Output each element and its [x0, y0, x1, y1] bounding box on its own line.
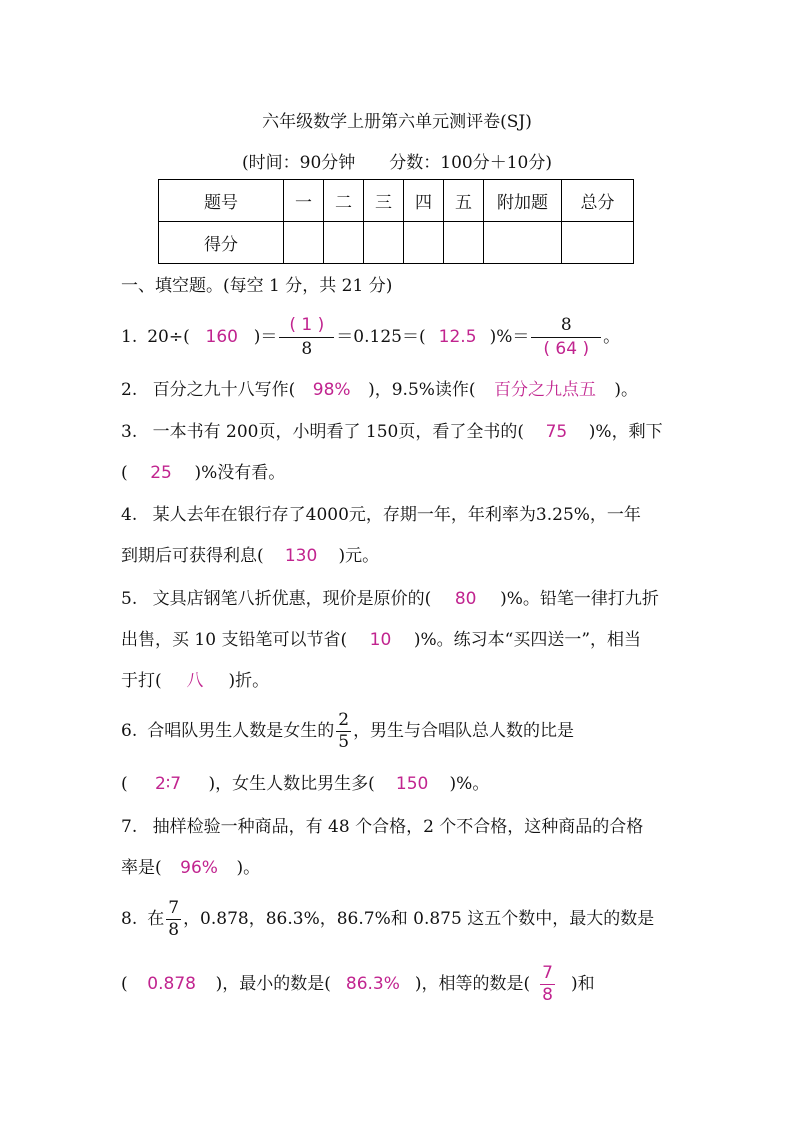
- question-number: 4.: [121, 505, 138, 525]
- answer: 160: [205, 327, 238, 347]
- question-7-continued: [121, 857, 260, 879]
- question-text: 20÷(: [147, 327, 190, 347]
- score-cell-4: 四: [404, 180, 444, 222]
- fraction-denominator: 8: [542, 984, 553, 1005]
- question-text: 率是(: [121, 858, 162, 878]
- answer: 10: [369, 630, 392, 650]
- question-text: 某人去年在银行存了4000元，存期一年，年利率为3.25%，一年: [152, 505, 641, 525]
- answer: 0.878: [147, 974, 196, 994]
- question-5-continued: [121, 629, 641, 651]
- score-empty-cell: [364, 222, 404, 264]
- fraction-numerator-answer: ( 1 ): [289, 314, 325, 335]
- answer: 80: [454, 589, 477, 609]
- answer: 百分之九点五: [493, 380, 596, 400]
- question-text: 一本书有 200页，小明看了 150页，看了全书的(: [152, 422, 524, 442]
- question-2: [121, 379, 638, 401]
- fraction-numerator: 7: [168, 897, 180, 918]
- question-number: 1.: [121, 327, 138, 347]
- question-text: )%。: [449, 774, 490, 794]
- answer: 96%: [180, 858, 218, 878]
- fraction-denominator: 8: [279, 337, 334, 358]
- question-text: 在: [147, 909, 165, 929]
- question-text: )，女生人数比男生多(: [208, 774, 375, 794]
- score-table: [158, 179, 634, 264]
- fraction: [531, 314, 601, 359]
- question-number: 5.: [121, 589, 138, 609]
- question-text: (: [121, 974, 128, 994]
- question-6-continued: [121, 773, 489, 795]
- fraction-denominator: 5: [338, 731, 350, 752]
- fraction-denominator: 8: [168, 919, 180, 940]
- fraction-numerator: 7: [542, 962, 553, 983]
- question-text: ，0.878，86.3%，86.7%和 0.875 这五个数中，最大的数是: [183, 909, 655, 929]
- question-1: [121, 315, 620, 359]
- section-heading: 一、填空题。(每空 1 分，共 21 分): [121, 276, 393, 296]
- question-text: ＝0.125＝(: [336, 327, 426, 347]
- question-number: 3.: [121, 422, 138, 442]
- question-text: )，最小的数是(: [215, 974, 331, 994]
- answer: 130: [284, 546, 318, 566]
- question-6: [121, 705, 574, 757]
- score-table-score-row: [159, 222, 634, 264]
- score-empty-cell: [444, 222, 484, 264]
- question-text: 于打(: [121, 671, 162, 691]
- score-cell-5: 五: [444, 180, 484, 222]
- question-5: [121, 588, 659, 610]
- question-number: 8.: [121, 909, 138, 929]
- question-text: )元。: [338, 546, 380, 566]
- question-8-continued: [121, 958, 595, 1010]
- question-text: )%＝: [489, 327, 530, 347]
- score-cell-1: 一: [284, 180, 324, 222]
- question-4: [121, 504, 641, 526]
- score-empty-cell: [404, 222, 444, 264]
- question-text: )，9.5%读作(: [368, 380, 476, 400]
- answer: 75: [545, 422, 568, 442]
- fraction: [166, 897, 181, 940]
- question-text: )和: [571, 974, 595, 994]
- question-text: 百分之九十八写作(: [152, 380, 296, 400]
- score-cell-label: 题号: [159, 180, 284, 222]
- score-cell-bonus: 附加题: [484, 180, 562, 222]
- answer: 150: [395, 774, 429, 794]
- question-text: )%，剩下: [588, 422, 663, 442]
- answer: 86.3%: [345, 974, 400, 994]
- question-text: (: [121, 463, 128, 483]
- question-5-continued: [121, 670, 269, 692]
- score-cell-total: 总分: [562, 180, 634, 222]
- question-7: [121, 816, 643, 838]
- question-text: )。: [236, 858, 261, 878]
- answer: 12.5: [438, 327, 477, 347]
- question-text: )。: [614, 380, 639, 400]
- question-8: [121, 893, 654, 945]
- fraction-numerator: 8: [560, 314, 572, 335]
- question-3-continued: [121, 462, 285, 484]
- fraction: [279, 314, 334, 359]
- page-title: 六年级数学上册第六单元测评卷(SJ): [262, 112, 532, 132]
- score-row-label: 得分: [159, 222, 284, 264]
- question-text: 到期后可获得利息(: [121, 546, 264, 566]
- question-text: )%没有看。: [194, 463, 286, 483]
- question-text: )＝: [253, 327, 278, 347]
- answer: 八: [186, 671, 204, 691]
- question-text: 文具店钢笔八折优惠，现价是原价的(: [152, 589, 432, 609]
- score-empty-cell: [562, 222, 634, 264]
- question-text: (: [121, 774, 128, 794]
- question-4-continued: [121, 545, 379, 567]
- question-text: 。: [603, 327, 621, 347]
- question-text: 合唱队男生人数是女生的: [147, 721, 335, 741]
- answer: 2∶7: [155, 774, 182, 794]
- fraction-denominator-answer: ( 64 ): [531, 337, 601, 358]
- question-number: 7.: [121, 817, 138, 837]
- answer: 25: [150, 463, 172, 483]
- question-text: )%。铅笔一律打九折: [500, 589, 659, 609]
- question-number: 6.: [121, 721, 138, 741]
- question-number: 2.: [121, 380, 138, 400]
- fraction: [336, 709, 351, 752]
- score-empty-cell: [484, 222, 562, 264]
- question-3: [121, 421, 663, 443]
- score-empty-cell: [324, 222, 364, 264]
- score-cell-2: 二: [324, 180, 364, 222]
- question-text: )%。练习本“买四送一”，相当: [413, 630, 642, 650]
- question-text: 出售，买 10 支铅笔可以节省(: [121, 630, 348, 650]
- question-text: ，男生与合唱队总人数的比是: [353, 721, 575, 741]
- question-text: )，相等的数是(: [414, 974, 531, 994]
- question-text: 抽样检验一种商品，有 48 个合格，2 个不合格，这种商品的合格: [152, 817, 644, 837]
- fraction-answer: [540, 962, 555, 1005]
- score-empty-cell: [284, 222, 324, 264]
- answer: 98%: [312, 380, 351, 400]
- fraction-numerator: 2: [338, 709, 350, 730]
- question-text: )折。: [228, 671, 270, 691]
- exam-info: (时间：90分钟 分数：100分＋10分): [242, 153, 552, 173]
- score-cell-3: 三: [364, 180, 404, 222]
- score-table-header-row: [159, 180, 634, 222]
